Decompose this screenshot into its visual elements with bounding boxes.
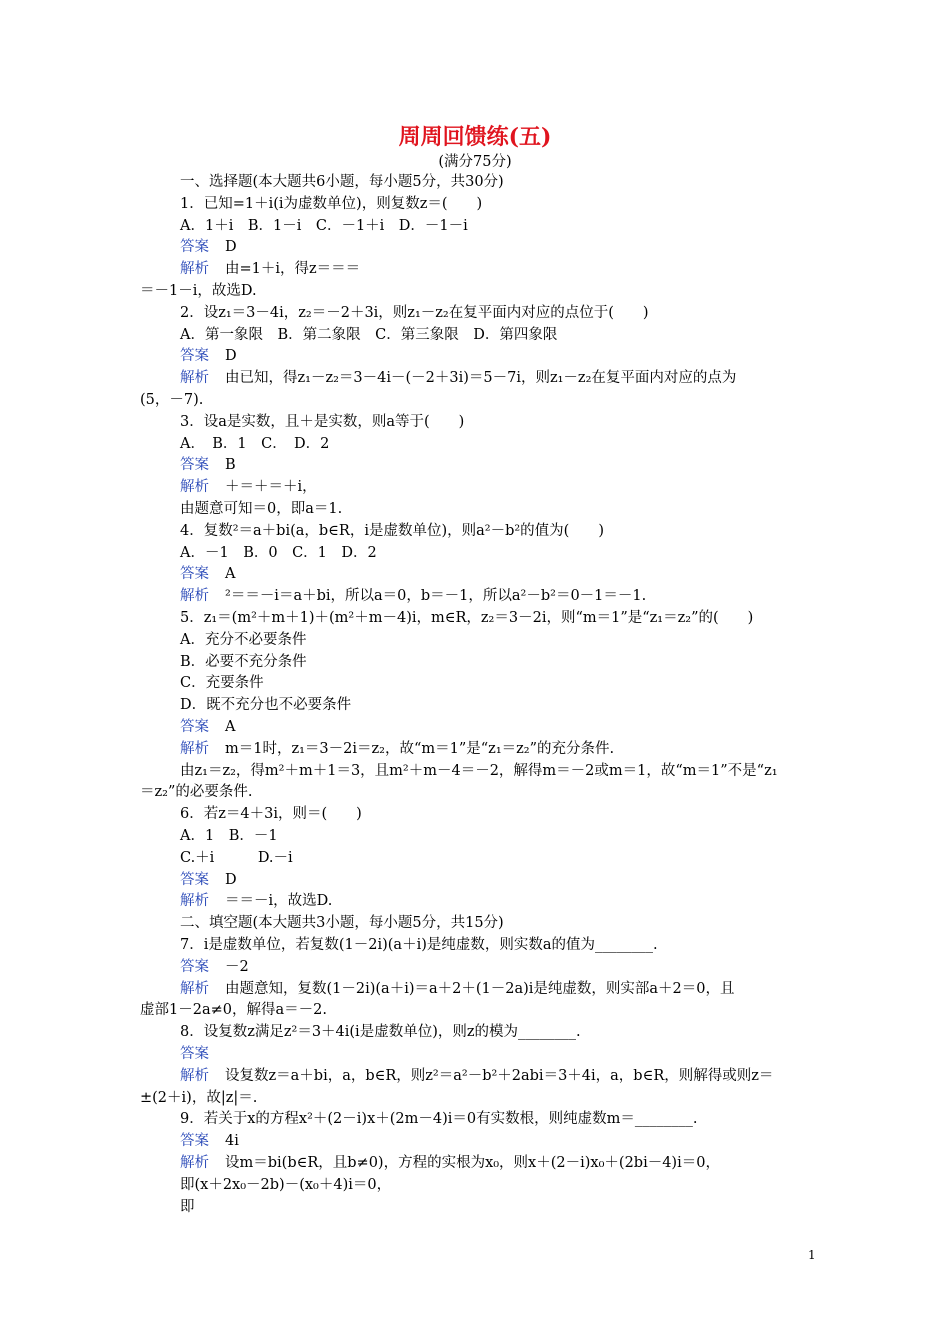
line-text: 二、填空题(本大题共3小题，每小题5分，共15分) bbox=[180, 915, 504, 932]
line-text: A．1＋i B．1－i C．－1＋i D．－1－i bbox=[180, 217, 468, 234]
text-line bbox=[180, 608, 753, 628]
analysis-line bbox=[180, 891, 332, 911]
analysis-label: 解析 bbox=[180, 261, 209, 278]
line-text: A bbox=[225, 566, 236, 583]
text-line bbox=[140, 281, 257, 301]
line-text: 2．设z₁＝3－4i，z₂＝－2＋3i，则z₁－z₂在复平面内对应的点位于( ) bbox=[180, 304, 649, 321]
analysis-label: 解析 bbox=[180, 980, 209, 997]
page-title: 周周回馈练(五) bbox=[398, 124, 552, 150]
line-text: ＝z₂”的必要条件. bbox=[140, 784, 253, 801]
line-text: 由z₁＝z₂，得m²＋m＋1＝3，且m²＋m－4＝－2，解得m＝－2或m＝1，故“m＝1”不是“z₁ bbox=[180, 762, 778, 779]
line-text: C.＋i D.－i bbox=[180, 849, 293, 866]
answer-label: 答案 bbox=[180, 958, 209, 975]
line-text: A．1 B．－1 bbox=[180, 828, 278, 844]
line-text: 即(x＋2x₀－2b)－(x₀＋4)i＝0， bbox=[180, 1176, 392, 1193]
analysis-line bbox=[180, 1153, 720, 1173]
line-text: B．必要不充分条件 bbox=[180, 653, 307, 670]
answer-line bbox=[180, 1044, 225, 1064]
line-text: 虚部1－2a≠0，解得a＝－2. bbox=[140, 1002, 327, 1019]
line-text: －2 bbox=[225, 958, 249, 975]
answer-line bbox=[180, 237, 237, 257]
text-line bbox=[180, 1022, 581, 1042]
analysis-label: 解析 bbox=[180, 1067, 209, 1084]
line-text: A．充分不必要条件 bbox=[180, 631, 307, 648]
line-text: ²＝＝－i＝a＋bi，所以a＝0，b＝－1，所以a²－b²＝0－1＝－1. bbox=[225, 588, 647, 605]
line-text: A．－1 B．0 C．1 D．2 bbox=[180, 544, 377, 561]
text-line bbox=[180, 848, 293, 868]
text-line bbox=[180, 216, 468, 236]
line-text: 由=1＋i，得z＝＝＝ bbox=[225, 261, 361, 278]
analysis-label: 解析 bbox=[180, 740, 209, 757]
analysis-line bbox=[180, 259, 360, 279]
analysis-line bbox=[180, 979, 735, 999]
analysis-label: 解析 bbox=[180, 479, 209, 496]
text-line bbox=[180, 673, 264, 693]
line-text: A． B．1 C． D．2 bbox=[180, 435, 330, 452]
text-line bbox=[180, 1197, 195, 1217]
text-line bbox=[180, 434, 329, 454]
text-line bbox=[180, 303, 649, 323]
answer-label: 答案 bbox=[180, 239, 209, 256]
answer-line bbox=[180, 455, 236, 475]
text-line bbox=[180, 913, 504, 933]
line-text: 1．已知=1＋i(i为虚数单位)，则复数z＝( ) bbox=[180, 195, 483, 212]
line-text: A bbox=[225, 719, 236, 735]
analysis-line bbox=[180, 739, 614, 759]
answer-label: 答案 bbox=[180, 1133, 209, 1150]
answer-line bbox=[180, 564, 235, 584]
line-text: ＋＝＋＝＋i， bbox=[225, 479, 317, 496]
analysis-line bbox=[180, 1066, 773, 1086]
analysis-line bbox=[180, 586, 646, 606]
line-text: 一、选择题(本大题共6小题，每小题5分，共30分) bbox=[180, 174, 504, 190]
page-subtitle: (满分75分) bbox=[438, 154, 512, 170]
text-line bbox=[180, 826, 278, 846]
answer-line bbox=[180, 717, 235, 737]
page-number: 1 bbox=[808, 1248, 816, 1262]
text-line bbox=[180, 804, 362, 824]
text-line bbox=[180, 172, 504, 192]
text-line bbox=[140, 782, 252, 802]
text-line bbox=[180, 761, 778, 781]
line-text: 4．复数²＝a＋bi(a，b∈R，i是虚数单位)，则a²－b²的值为( ) bbox=[180, 522, 604, 539]
text-line bbox=[180, 652, 307, 672]
line-text: ＝－1－i，故选D. bbox=[140, 283, 257, 299]
answer-label: 答案 bbox=[180, 1046, 209, 1062]
text-line bbox=[180, 630, 306, 650]
line-text: 设复数z＝a＋bi，a，b∈R，则z²＝a²－b²＋2abi＝3＋4i，a，b∈R，则解得或则z＝ bbox=[225, 1067, 774, 1084]
analysis-label: 解析 bbox=[180, 370, 209, 387]
text-line bbox=[180, 499, 342, 519]
line-text: m＝1时，z₁＝3－2i＝z₂，故“m＝1”是“z₁＝z₂”的充分条件. bbox=[225, 740, 615, 757]
line-text: A．第一象限 B．第二象限 C．第三象限 D．第四象限 bbox=[180, 326, 558, 343]
text-line bbox=[180, 194, 482, 214]
answer-label: 答案 bbox=[180, 871, 209, 888]
line-text: D bbox=[225, 871, 237, 888]
line-text: D bbox=[225, 348, 237, 365]
analysis-line bbox=[180, 477, 317, 497]
answer-label: 答案 bbox=[180, 719, 209, 735]
answer-label: 答案 bbox=[180, 566, 209, 583]
line-text: C．充要条件 bbox=[180, 675, 264, 692]
answer-line bbox=[180, 1131, 239, 1151]
line-text: 即 bbox=[180, 1198, 195, 1215]
line-text: 9．若关于x的方程x²＋(2－i)x＋(2m－4)i＝0有实数根，则纯虚数m＝________. bbox=[180, 1111, 698, 1128]
line-text: 设m＝bi(b∈R，且b≠0)，方程的实根为x₀，则x＋(2－i)x₀＋(2bi－4)i＝0， bbox=[225, 1155, 720, 1171]
text-line bbox=[180, 412, 464, 432]
line-text: D bbox=[225, 239, 237, 256]
line-text: 6．若z＝4＋3i，则＝( ) bbox=[180, 806, 362, 823]
text-line bbox=[180, 521, 604, 541]
text-line bbox=[180, 543, 377, 563]
line-text: 由题意可知＝0，即a＝1. bbox=[180, 501, 343, 517]
text-line bbox=[180, 1109, 697, 1129]
line-text: ＝＝－i，故选D. bbox=[225, 893, 333, 910]
text-line bbox=[180, 935, 658, 955]
line-text: D．既不充分也不必要条件 bbox=[180, 697, 352, 714]
line-text: 3．设a是实数，且＋是实数，则a等于( ) bbox=[180, 413, 465, 430]
line-text: 由已知，得z₁－z₂＝3－4i－(－2＋3i)＝5－7i，则z₁－z₂在复平面内对应的点为 bbox=[225, 370, 737, 387]
line-text: 7．i是虚数单位，若复数(1－2i)(a＋i)是纯虚数，则实数a的值为________. bbox=[180, 937, 658, 953]
answer-label: 答案 bbox=[180, 457, 209, 474]
text-line bbox=[180, 695, 351, 715]
text-line bbox=[180, 325, 557, 345]
line-text: B bbox=[225, 457, 236, 474]
line-text: 4i bbox=[225, 1133, 239, 1150]
answer-line bbox=[180, 870, 237, 890]
answer-label: 答案 bbox=[180, 348, 209, 365]
analysis-label: 解析 bbox=[180, 893, 209, 910]
text-line bbox=[140, 1000, 327, 1020]
line-text: 8．设复数z满足z²＝3＋4i(i是虚数单位)，则z的模为________. bbox=[180, 1024, 581, 1041]
line-text: 5．z₁＝(m²＋m＋1)＋(m²＋m－4)i，m∈R，z₂＝3－2i，则“m＝1”是“z₁＝z₂”的( ) bbox=[180, 610, 754, 626]
line-text: ±(2＋i)，故|z|＝. bbox=[140, 1089, 258, 1106]
line-text: (5，－7). bbox=[140, 392, 204, 408]
analysis-label: 解析 bbox=[180, 588, 209, 605]
answer-line bbox=[180, 957, 249, 977]
line-text: 由题意知，复数(1－2i)(a＋i)＝a＋2＋(1－2a)i是纯虚数，则实部a＋2＝0，且 bbox=[225, 980, 735, 997]
answer-line bbox=[180, 346, 237, 366]
text-line bbox=[180, 1175, 391, 1195]
analysis-label: 解析 bbox=[180, 1155, 209, 1171]
text-line bbox=[140, 390, 203, 410]
text-line bbox=[140, 1088, 257, 1108]
analysis-line bbox=[180, 368, 736, 388]
